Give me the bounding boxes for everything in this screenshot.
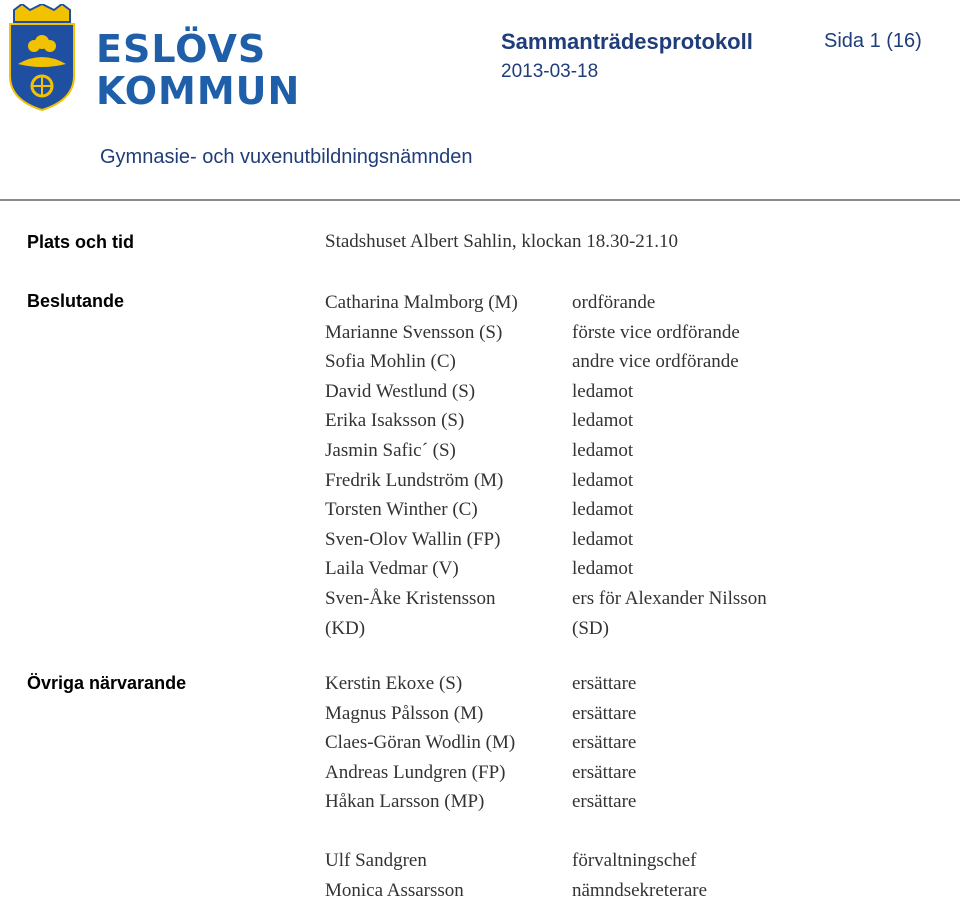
member-role: ersättare [572, 673, 637, 694]
member-name: Fredrik Lundström (M) [325, 469, 504, 491]
member-role: ledamot [572, 410, 634, 432]
list-row [325, 758, 945, 788]
list-row [325, 846, 945, 876]
member-role: ledamot [572, 558, 634, 580]
others-label: Övriga närvarande [27, 673, 187, 693]
crest-crown [14, 4, 70, 22]
list-row [325, 728, 945, 758]
list-row [325, 669, 945, 699]
member-name: Erika Isaksson (S) [325, 410, 465, 432]
member-name: Monica Assarsson [325, 879, 464, 901]
document-type: Sammanträdesprotokoll [501, 29, 753, 54]
member-role: ledamot [572, 380, 634, 402]
decision-makers-list [325, 288, 945, 643]
member-role: ersättare [572, 732, 637, 754]
member-role: ledamot [572, 528, 634, 550]
member-role: ordförande [572, 292, 656, 313]
list-row [325, 436, 945, 466]
list-row [325, 584, 945, 614]
list-row [325, 699, 945, 729]
board-name: Gymnasie- och vuxenutbildningsnämnden [100, 146, 473, 168]
list-row [325, 614, 945, 644]
list-row [325, 318, 945, 348]
member-name: Catharina Malmborg (M) [325, 292, 518, 313]
header-divider [0, 199, 960, 201]
member-role: (SD) [572, 617, 609, 639]
place-value: Stadshuset Albert Sahlin, klockan 18.30-21.10 [325, 231, 679, 252]
document-date: 2013-03-18 [501, 61, 599, 82]
member-role: förvaltningschef [572, 850, 697, 871]
member-name: Andreas Lundgren (FP) [325, 761, 506, 783]
org-name-line1: ESLÖVS [96, 27, 267, 71]
list-row [325, 288, 945, 318]
org-name-line2: KOMMUN [96, 69, 301, 113]
member-role: ersättare [572, 791, 637, 813]
member-name: Jasmin Safic´ (S) [325, 439, 456, 461]
list-row [325, 525, 945, 555]
member-role: ersättare [572, 702, 637, 724]
member-name: Torsten Winther (C) [325, 499, 478, 521]
member-role: ers för Alexander Nilsson [572, 587, 767, 609]
member-name: Laila Vedmar (V) [325, 558, 459, 580]
member-name: Håkan Larsson (MP) [325, 791, 485, 813]
officials-list [325, 846, 945, 905]
member-name: Sven-Åke Kristensson [325, 587, 496, 609]
member-role: ledamot [572, 439, 634, 461]
member-role: ersättare [572, 761, 637, 783]
list-row [325, 347, 945, 377]
member-name: Claes-Göran Wodlin (M) [325, 732, 516, 754]
list-row [325, 495, 945, 525]
member-name: Marianne Svensson (S) [325, 321, 503, 343]
member-role: förste vice ordförande [572, 321, 740, 343]
member-name: Kerstin Ekoxe (S) [325, 673, 463, 694]
list-row [325, 377, 945, 407]
list-row [325, 466, 945, 496]
list-row [325, 787, 945, 817]
crest-logo [8, 4, 76, 112]
member-name: David Westlund (S) [325, 380, 476, 402]
member-role: nämndsekreterare [572, 879, 708, 901]
member-name: Sofia Mohlin (C) [325, 351, 456, 373]
list-row [325, 876, 945, 905]
page-number: Sida 1 (16) [824, 30, 922, 52]
list-row [325, 406, 945, 436]
member-name: (KD) [325, 617, 366, 639]
member-name: Sven-Olov Wallin (FP) [325, 528, 501, 550]
member-role: ledamot [572, 499, 634, 521]
list-row [325, 554, 945, 584]
member-name: Magnus Pålsson (M) [325, 702, 484, 724]
place-label: Plats och tid [27, 232, 135, 252]
member-role: ledamot [572, 469, 634, 491]
member-name: Ulf Sandgren [325, 850, 427, 871]
member-role: andre vice ordförande [572, 351, 739, 373]
others-list [325, 669, 945, 817]
decision-makers-label: Beslutande [27, 291, 125, 311]
